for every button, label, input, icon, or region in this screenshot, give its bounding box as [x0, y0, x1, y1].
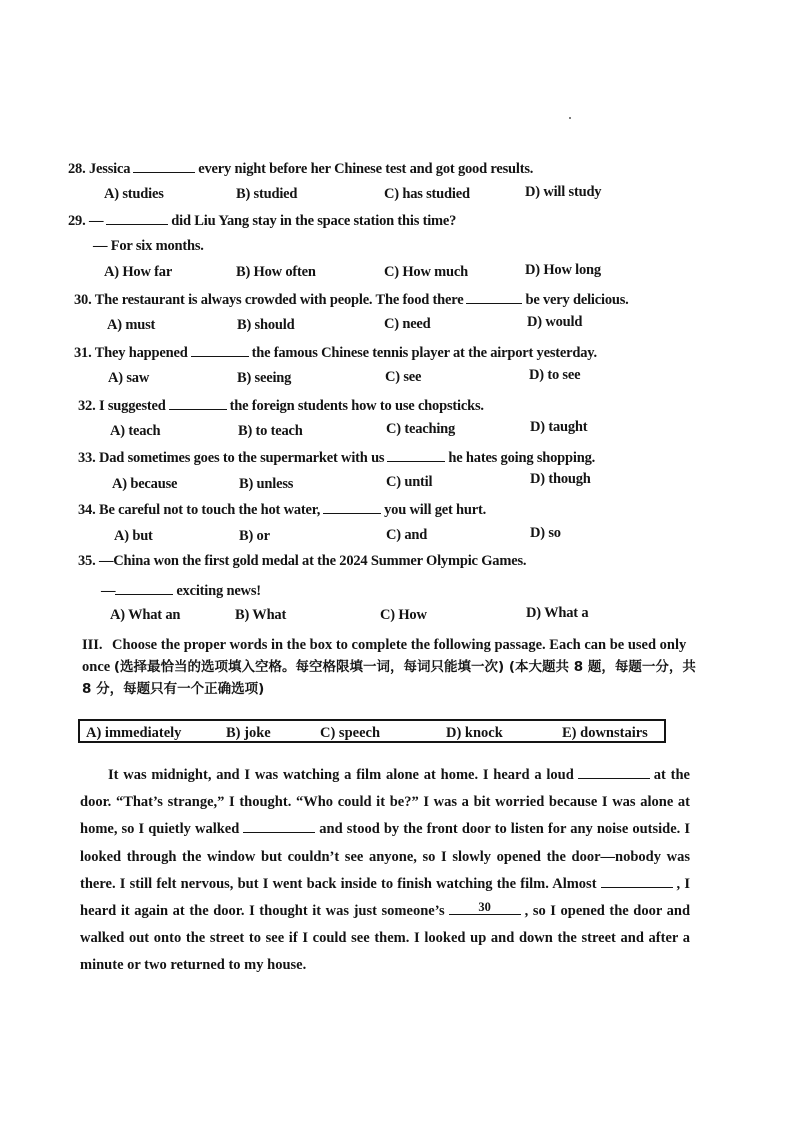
question-30	[74, 289, 629, 309]
option-b: B) studied	[236, 186, 298, 202]
option-c: C) has studied	[384, 186, 470, 202]
option-a: A) What an	[110, 607, 181, 623]
question-34	[78, 499, 486, 519]
option-b: B) or	[239, 528, 270, 544]
passage-text-1: It was midnight, and I was watching a film alone at home. I heard a loud	[108, 767, 574, 783]
question-number: 30.	[74, 292, 92, 308]
question-number: 29.	[68, 213, 86, 229]
reply-text: exciting news!	[176, 583, 261, 599]
option-a: A) but	[114, 528, 153, 544]
option-c: C) How much	[384, 264, 468, 280]
option-a: A) studies	[104, 186, 164, 202]
option-a: A) must	[107, 317, 156, 333]
answer-blank	[133, 158, 195, 173]
section-3-instructions	[82, 634, 702, 700]
question-text-after-blank: he hates going shopping.	[448, 450, 596, 466]
option-c: C) see	[385, 369, 422, 385]
scan-speck	[569, 117, 571, 119]
question-text-after-blank: the foreign students how to use chopsticks.	[229, 398, 484, 414]
answer-blank	[106, 210, 168, 225]
passage-blank	[578, 764, 650, 779]
reply-dash: —	[101, 583, 116, 599]
option-a: A) saw	[108, 370, 150, 386]
answer-blank	[191, 342, 249, 357]
option-d: D) would	[527, 314, 583, 330]
passage-blank	[243, 818, 315, 833]
option-c: C) until	[386, 474, 433, 490]
question-text-after-blank: did Liu Yang stay in the space station this time?	[171, 213, 457, 229]
question-text-after-blank: the famous Chinese tennis player at the airport yesterday.	[251, 345, 597, 361]
option-d: D) What a	[526, 605, 589, 621]
word-option-c: C) speech	[320, 725, 381, 741]
word-box	[78, 719, 666, 743]
passage-blank-30	[449, 900, 521, 915]
passage-text-3: and stood by the front door to listen for any noise outside. I looked through the window but couldn’t see anyone, so I slowly opened the door—nobody was there. I still felt nervous, but I went back inside to finish watching the film. Almost	[80, 821, 690, 892]
question-number: 28.	[68, 161, 86, 177]
answer-blank	[387, 447, 445, 462]
word-option-b: B) joke	[226, 725, 271, 741]
option-c: C) teaching	[386, 421, 456, 437]
question-number: 31.	[74, 345, 92, 361]
question-text-before-blank: I suggested	[98, 398, 166, 414]
passage-text-4: , I heard it again at the door. I thought it was just someone’s	[80, 875, 690, 920]
answer-blank	[323, 499, 381, 514]
question-32	[78, 395, 484, 415]
option-b: B) How often	[236, 264, 316, 280]
question-35-reply	[101, 580, 261, 600]
question-28	[68, 158, 533, 178]
option-b: B) should	[237, 317, 295, 333]
word-option-d: D) knock	[446, 725, 503, 741]
question-text-before-blank: Be careful not to touch the hot water,	[98, 502, 321, 518]
word-option-a: A) immediately	[86, 725, 182, 741]
passage-text-5: , so I opened the door and walked out onto the street to see if I could see them. I looked up and down the street and after a minute or two returned to my house.	[80, 903, 691, 974]
section-number: III.	[82, 637, 103, 653]
question-text-before-blank: Jessica	[88, 161, 131, 177]
cloze-passage	[80, 762, 690, 980]
answer-blank	[466, 289, 522, 304]
question-text: —China won the first gold medal at the 2024 Summer Olympic Games.	[98, 553, 527, 569]
question-number: 35.	[78, 553, 96, 569]
question-35	[78, 552, 526, 570]
question-text-after-blank: be very delicious.	[525, 292, 629, 308]
option-d: D) will study	[525, 184, 602, 200]
option-c: C) How	[380, 607, 427, 623]
question-31	[74, 342, 597, 362]
blank-number: 30	[478, 900, 491, 915]
word-option-e: E) downstairs	[562, 725, 648, 741]
option-d: D) though	[530, 471, 591, 487]
option-a: A) teach	[110, 423, 161, 439]
option-d: D) taught	[530, 419, 588, 435]
section-instruction-en: Choose the proper words in the box to complete the following passage. Each can be used only once	[82, 637, 687, 675]
option-c: C) and	[386, 527, 428, 543]
question-number: 33.	[78, 450, 96, 466]
question-text-after-blank: you will get hurt.	[384, 502, 487, 518]
option-d: D) How long	[525, 262, 601, 278]
question-33	[78, 447, 595, 467]
question-text-before-blank: Dad sometimes goes to the supermarket with us	[98, 450, 385, 466]
answer-blank	[115, 580, 173, 595]
option-b: B) What	[235, 607, 287, 623]
answer-blank	[169, 395, 227, 410]
option-b: B) unless	[239, 476, 294, 492]
question-29	[68, 210, 456, 230]
option-a: A) because	[112, 476, 178, 492]
option-d: D) to see	[529, 367, 581, 383]
question-29-reply: — For six months.	[93, 238, 204, 254]
question-text-before-blank: They happened	[94, 345, 188, 361]
option-a: A) How far	[104, 264, 173, 280]
option-c: C) need	[384, 316, 431, 332]
option-d: D) so	[530, 525, 561, 541]
question-number: 32.	[78, 398, 96, 414]
option-b: B) seeing	[237, 370, 292, 386]
section-instruction-cn: (选择最恰当的选项填入空格。每空格限填一词，每词只能填一次) (本大题共 8 题，每题一分，共 8 分，每题只有一个正确选项)	[82, 659, 696, 697]
option-b: B) to teach	[238, 423, 303, 439]
question-number: 34.	[78, 502, 96, 518]
passage-text-2: at the door. “That’s strange,” I thought. “Who could it be?” I was a bit worried because I was alone at home, so I quietly walked	[80, 767, 690, 838]
question-text-before-blank: —	[88, 213, 104, 229]
passage-blank	[601, 873, 673, 888]
question-text-after-blank: every night before her Chinese test and got good results.	[198, 161, 534, 177]
question-text-before-blank: The restaurant is always crowded with people. The food there	[94, 292, 464, 308]
